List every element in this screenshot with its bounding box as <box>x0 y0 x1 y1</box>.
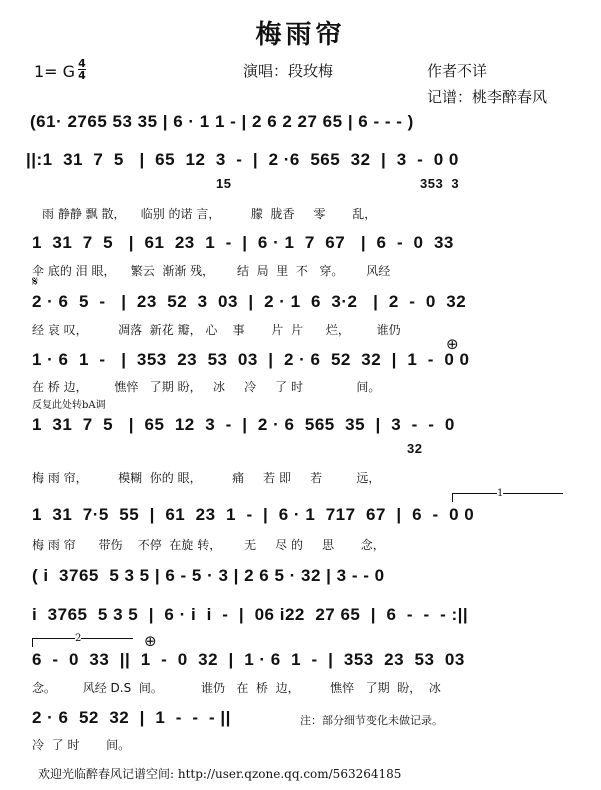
volta-1-bracket <box>452 493 563 502</box>
time-signature-bottom: 4 <box>78 69 86 82</box>
score-row-1: ||:1 31 7 5 | 65 12 3 - | 2 ·6 565 32 | 3 - 0 0 <box>26 150 459 169</box>
lyrics-row-6: 梅 雨 帘 带伤 不停 在旋 转， 无 尽 的 思 念， <box>32 538 385 552</box>
remark-note: 注：部分细节变化未做记录。 <box>300 714 443 727</box>
lyrics-row-2: 伞 底的 泪 眼， 繁云 渐渐 残， 结 局 里 不 穿。 风经 <box>32 264 391 278</box>
time-signature-top: 4 <box>78 57 86 70</box>
lyrics-row-4: 在 桥 边， 憔悴 了期 盼， 冰 冷 了 时 间。 <box>32 380 381 394</box>
singer-credit: 演唱：段玫梅 <box>243 62 334 80</box>
key-signature: 1= G <box>34 62 76 81</box>
score-row-4: 1 · 6 1 - | 353 23 53 03 | 2 · 6 52 32 | 1 - 0 0 <box>32 350 470 369</box>
score-row-3: 2 · 6 5 - | 23 52 3 03 | 2 · 1 6 3·2 | 2 - 0 32 <box>32 292 467 311</box>
sub-notes-a: 15 <box>216 176 232 191</box>
score-row-7: 6 - 0 33 || 1 - 0 32 | 1 · 6 1 - | 353 23 53 03 <box>32 650 465 669</box>
composer-credit: 作者不详 <box>427 62 488 80</box>
transcriber-credit: 记谱：桃李醉春风 <box>427 88 548 106</box>
score-row-6: 1 31 7·5 55 | 61 23 1 - | 6 · 1 717 67 | 6 - 0 0 <box>32 505 475 524</box>
score-row-intro: (61· 2765 53 35 | 6 · 1 1 - | 2 6 2 27 65 | 6 - - - ) <box>30 112 414 131</box>
lyrics-row-3: 经 哀 叹， 凋落 新花 瓣， 心 事 片 片 烂， 谁仍 <box>32 323 401 337</box>
lyrics-row-5: 梅 雨 帘， 模糊 你的 眼， 痛 若 即 若 远， <box>32 471 381 485</box>
lyrics-row-8: 冷 了 时 间。 <box>32 738 131 752</box>
sub-notes-b: 353 3 <box>420 176 460 191</box>
volta-1-label: 1 <box>497 488 504 499</box>
score-row-2: 1 31 7 5 | 61 23 1 - | 6 · 1 7 67 | 6 - 0 33 <box>32 233 454 252</box>
score-row-interlude-1: ( i 3765 5 3 5 | 6 - 5 · 3 | 2 6 5 · 32 | 3 - - 0 <box>32 566 385 585</box>
score-row-8: 2 · 6 52 32 | 1 - - - || <box>32 708 231 727</box>
footer-link-text: 欢迎光临醉春风记谱空间: http://user.qzone.qq.com/563264185 <box>38 767 402 781</box>
score-row-5: 1 31 7 5 | 65 12 3 - | 2 · 6 565 35 | 3 - - 0 <box>32 415 455 434</box>
sub-notes-c: 32 <box>407 441 423 456</box>
lyrics-row-7: 念。 风经 D.S 间。 谁仍 在 桥 边， 憔悴 了期 盼， 冰 <box>32 681 441 695</box>
repeat-key-change-note: 反复此处转bA调 <box>32 400 106 411</box>
coda-sign: ⊕ <box>446 335 459 353</box>
time-signature <box>78 58 86 81</box>
volta-2-label: 2 <box>75 633 82 644</box>
coda-sign-2: ⊕ <box>144 632 157 650</box>
volta-2-bracket <box>32 638 133 647</box>
score-row-interlude-2: i 3765 5 3 5 | 6 · i i - | 06 i22 27 65 | 6 - - - :|| <box>32 605 469 624</box>
segno-sign: 𝄋 <box>32 274 39 290</box>
lyrics-row-1: 雨 静静 飘 散， 临别 的诺 言， 朦 胧香 零 乱， <box>42 207 377 221</box>
song-title: 梅雨帘 <box>255 20 346 50</box>
